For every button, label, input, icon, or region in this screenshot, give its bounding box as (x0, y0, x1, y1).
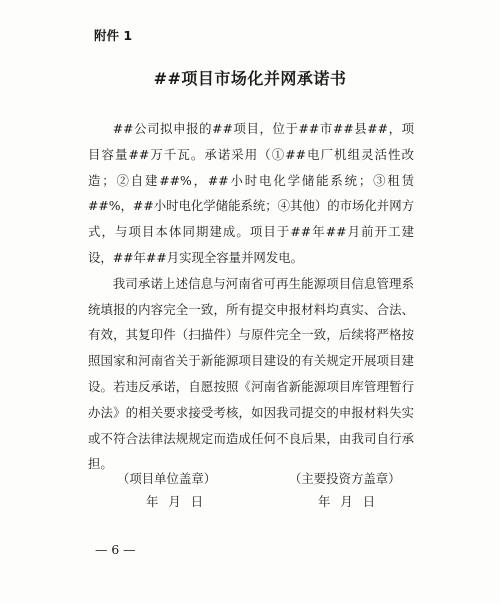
document-body (88, 116, 414, 477)
document-title: ##项目市场化并网承诺书 (153, 69, 347, 88)
signature-main-investor: （主要投资方盖章） (289, 471, 401, 486)
page-number: — 6 — (95, 542, 136, 557)
date-project-unit: 年月日 (146, 494, 214, 509)
attachment-label: 附件 1 (94, 28, 133, 43)
paragraph-commitment-compliance: 我司承诺上述信息与河南省可再生能源项目信息管理系统填报的内容完全一致，所有提交申报材料均真实、合法、有效，其复印件（扫描件）与原件完全一致，后续将严格按照国家和河南省关于新能源项目建设的有关规定开展项目建设。若违反承诺，自愿按照《河南省新能源项目库管理暂行办法》的相关要求接受考核，如因我司提交的申报材料失实或不符合法律法规规定而造成任何不良后果，由我司自行承担。 (88, 275, 414, 472)
signature-project-unit: （项目单位盖章） (117, 471, 217, 486)
date-main-investor: 年月日 (318, 494, 386, 509)
paragraph-commitment-method: ##公司拟申报的##项目，位于##市##县##，项目容量##万千瓦。承诺采用（①##电厂机组灵活性改造；②自建##%，##小时电化学储能系统；③租赁##%，##小时电化学储能系统；④其他）的市场化并网方式，与项目本体同期建成。项目于##年##月前开工建设，##年##月实现全容量并网发电。 (88, 121, 414, 265)
